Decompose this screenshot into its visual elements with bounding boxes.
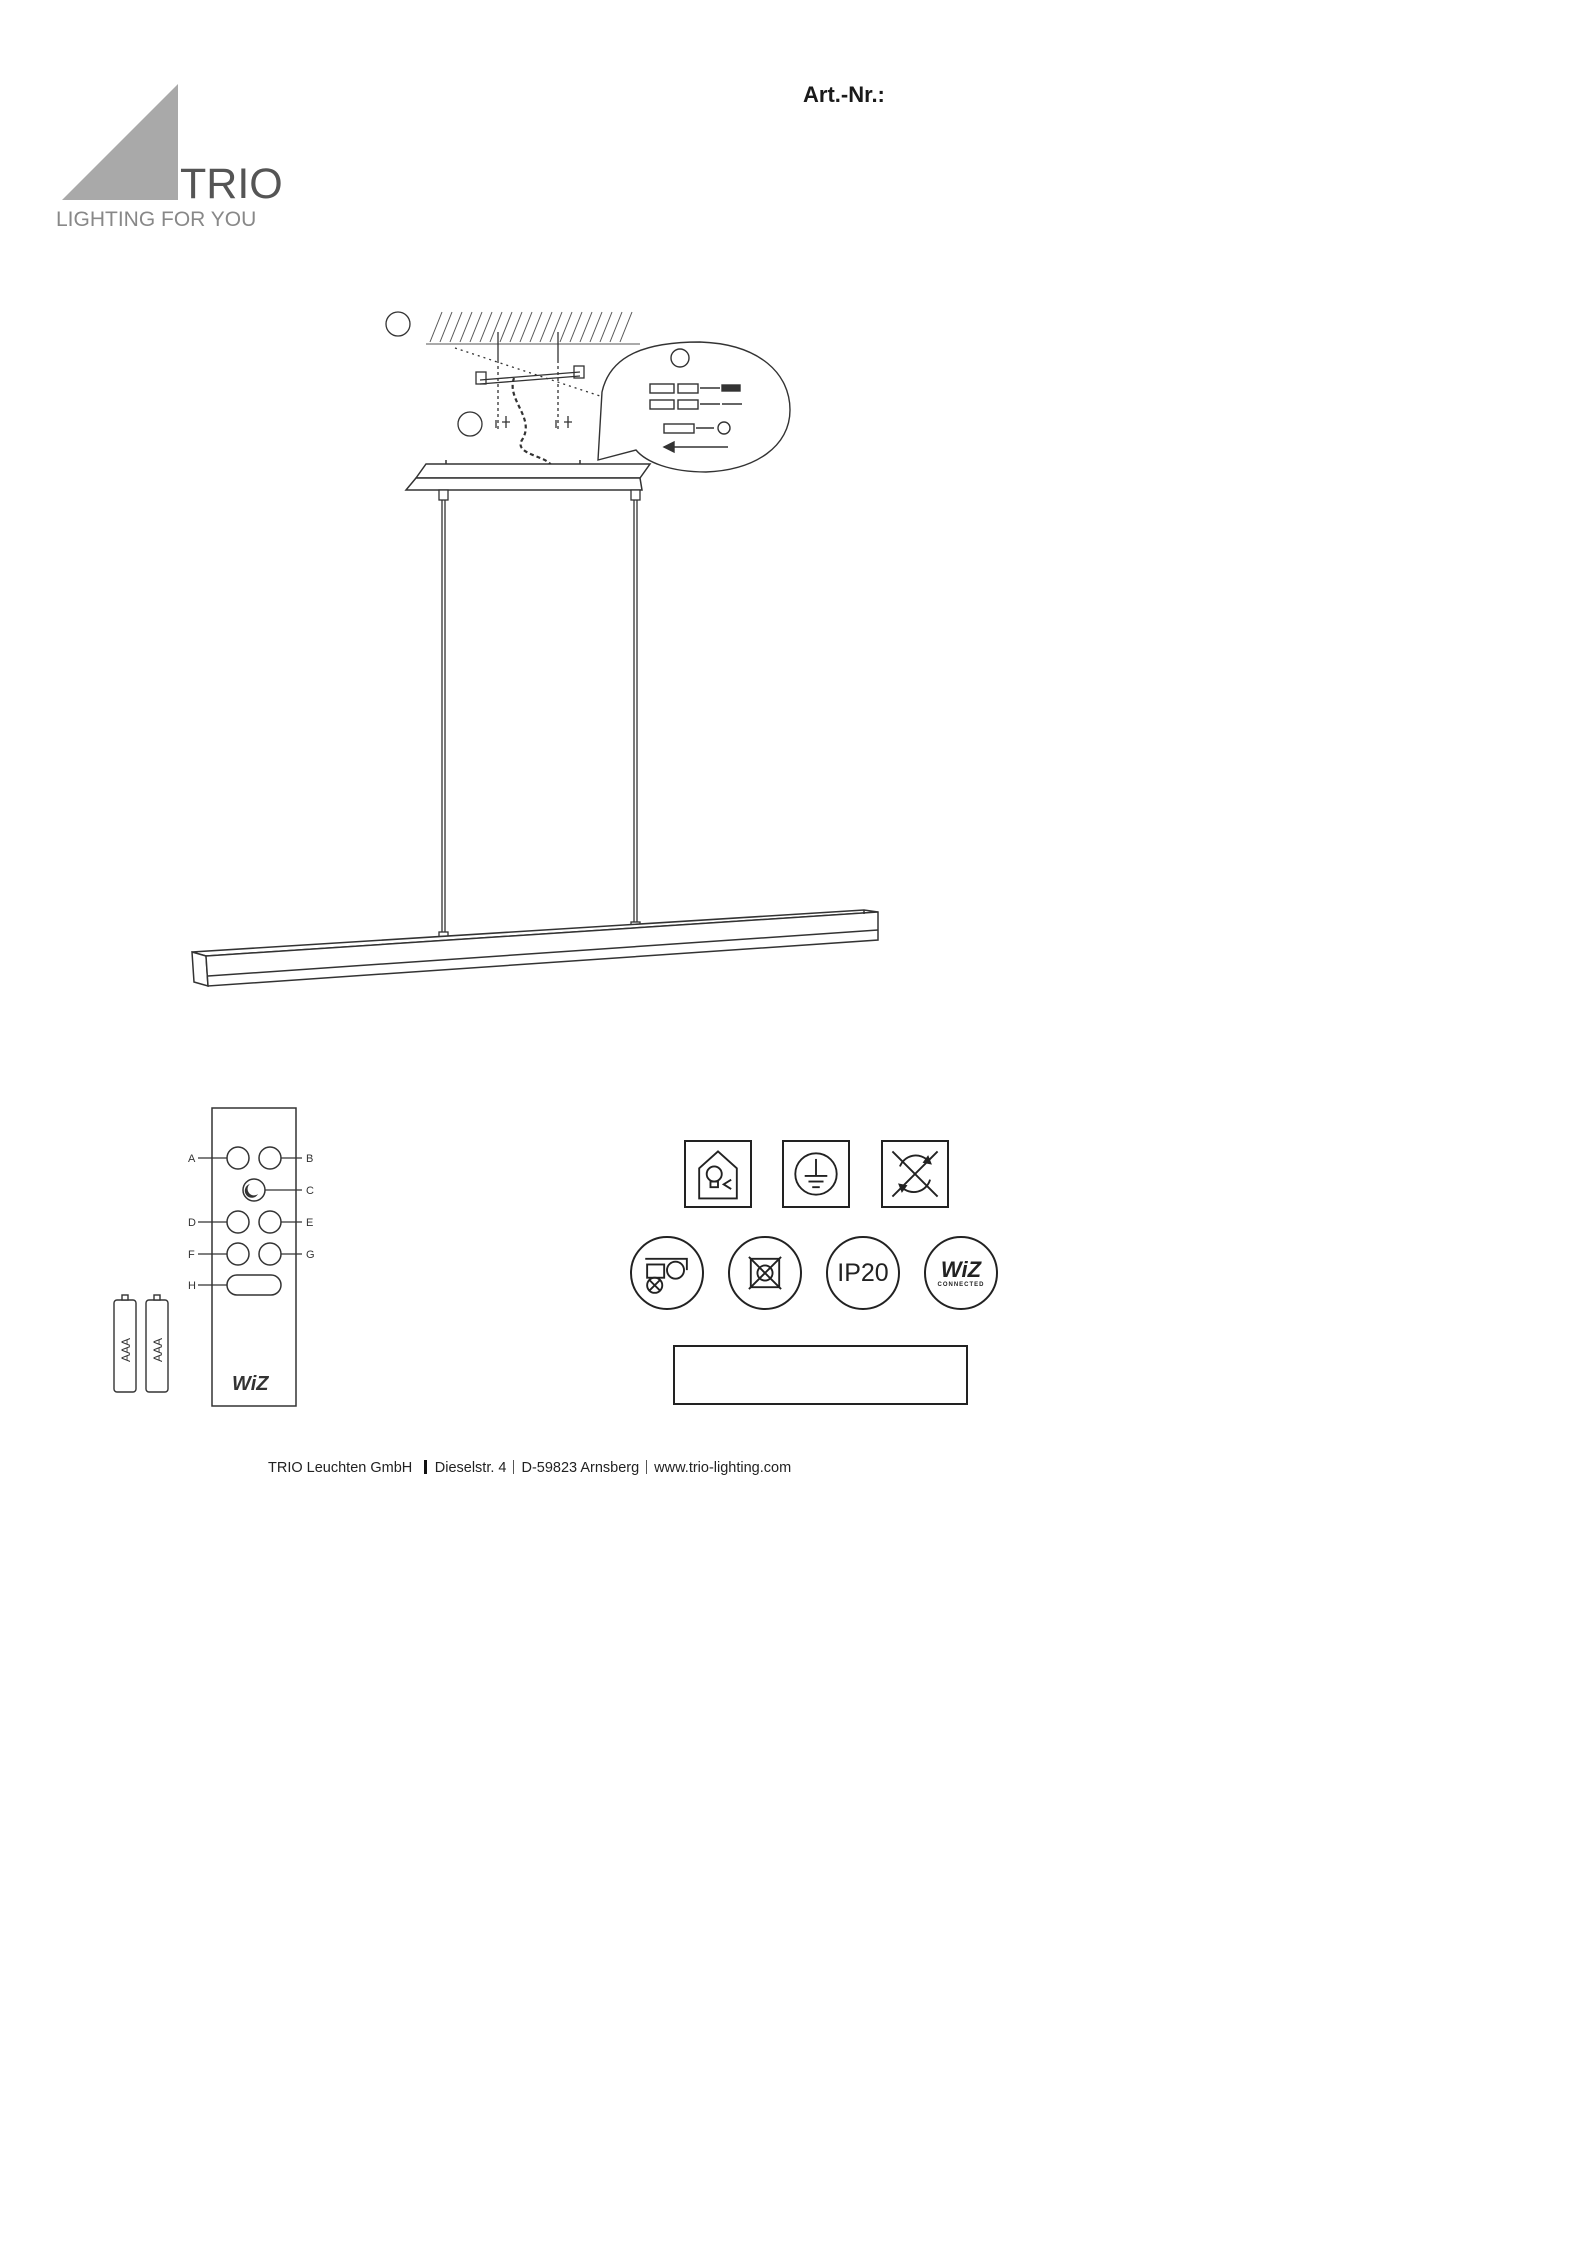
- house-bulb-icon: [686, 1142, 750, 1206]
- footer-separator: [513, 1460, 514, 1474]
- brand-name: TRIO: [180, 160, 283, 208]
- remote-button-f: [227, 1243, 249, 1265]
- ground-icon: [784, 1142, 848, 1206]
- trio-logo: [54, 82, 284, 232]
- no-cover-badge: [728, 1236, 802, 1310]
- battery-label-1: AAA: [119, 1337, 133, 1362]
- remote-label-e: E: [306, 1217, 314, 1229]
- remote-logo: WiZ: [232, 1373, 269, 1395]
- remote-label-g: G: [306, 1249, 315, 1261]
- wiz-logo-text: WiZ: [940, 1256, 982, 1282]
- fixture-bulb-icon: [632, 1238, 702, 1308]
- step-circle-1: [386, 312, 410, 336]
- ip-rating-text: IP20: [837, 1258, 889, 1287]
- footer-separator: [646, 1460, 647, 1474]
- remote-button-a: [227, 1147, 249, 1169]
- fixture-bulb-badge: [630, 1236, 704, 1310]
- remote-button-e: [259, 1211, 281, 1233]
- article-number-label: Art.-Nr.:: [803, 82, 885, 107]
- earth-ground-badge: [782, 1140, 850, 1208]
- footer-separator: [424, 1460, 427, 1474]
- footer-website: www.trio-lighting.com: [654, 1460, 792, 1476]
- remote-body: [212, 1108, 296, 1406]
- remote-label-h: H: [188, 1280, 196, 1292]
- indoor-use-badge: [684, 1140, 752, 1208]
- ceiling-hatch: [426, 310, 640, 344]
- lamp-canopy: [406, 460, 650, 490]
- footer-street: Dieselstr. 4: [434, 1460, 507, 1476]
- lamp-bar: [192, 910, 878, 986]
- remote-button-h: [227, 1275, 281, 1295]
- crossed-lamp-icon: [730, 1238, 800, 1308]
- footer-address: [268, 1460, 791, 1476]
- wiz-logo: [937, 1256, 985, 1288]
- remote-label-d: D: [188, 1217, 196, 1229]
- remote-button-d: [227, 1211, 249, 1233]
- wiz-connected-text: CONNECTED: [937, 1281, 985, 1288]
- wiring-callout: [598, 342, 790, 472]
- crossed-recycle-icon: [883, 1142, 947, 1206]
- remote-label-a: A: [188, 1153, 196, 1165]
- step-circle-3: [458, 412, 482, 436]
- brand-tagline: LIGHTING FOR YOU: [56, 208, 257, 231]
- wiz-connected-badge: [924, 1236, 998, 1310]
- product-badges: [625, 1140, 1005, 1340]
- remote-button-g: [259, 1243, 281, 1265]
- not-replaceable-badge: [881, 1140, 949, 1208]
- remote-label-f: F: [188, 1249, 195, 1261]
- blank-label-box: [673, 1345, 968, 1405]
- pendant-lamp-drawing: [180, 300, 880, 1000]
- remote-label-b: B: [306, 1153, 314, 1165]
- remote-control-drawing: [100, 1100, 340, 1410]
- footer-company: TRIO Leuchten GmbH: [268, 1460, 413, 1476]
- remote-button-b: [259, 1147, 281, 1169]
- suspension-cables: [439, 490, 640, 942]
- footer-city: D-59823 Arnsberg: [521, 1460, 640, 1476]
- ip-rating-badge: [826, 1236, 900, 1310]
- remote-label-c: C: [306, 1185, 314, 1197]
- battery-label-2: AAA: [151, 1337, 165, 1362]
